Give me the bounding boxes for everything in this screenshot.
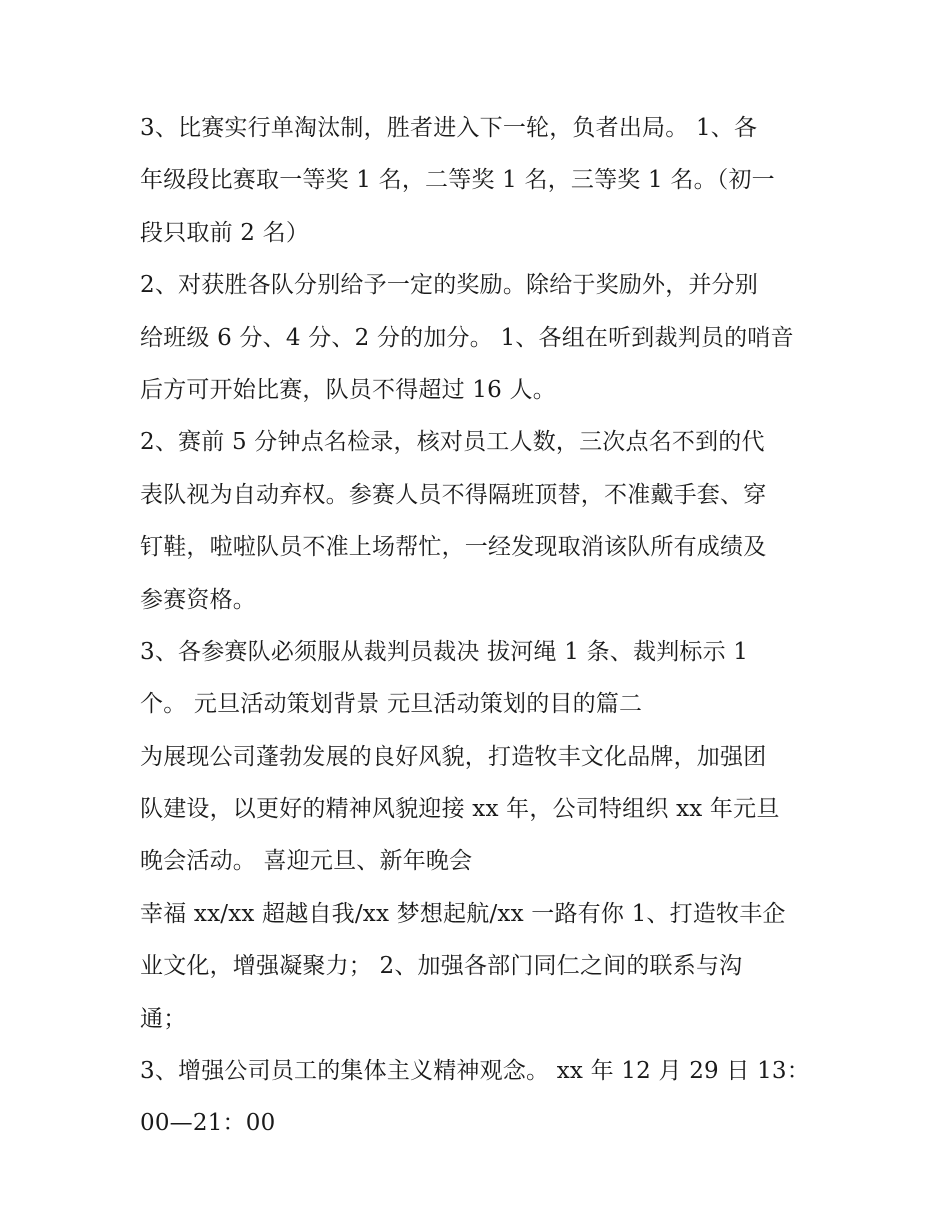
text-line: 通； — [140, 1005, 187, 1032]
text-line: 3、各参赛队必须服从裁判员裁决 拔河绳 1 条、裁判标示 1 — [140, 638, 749, 665]
text-line: 年级段比赛取一等奖 1 名，二等奖 1 名，三等奖 1 名。（初一 — [140, 167, 775, 194]
text-line: 00—21：00 — [140, 1110, 276, 1137]
text-line: 个。 元旦活动策划背景 元旦活动策划的目的篇二 — [140, 691, 643, 718]
text-line: 为展现公司蓬勃发展的良好风貌，打造牧丰文化品牌，加强团 — [140, 743, 767, 770]
text-line: 2、赛前 5 分钟点名检录，核对员工人数，三次点名不到的代 — [140, 429, 765, 456]
text-line: 后方可开始比赛，队员不得超过 16 人。 — [140, 376, 556, 403]
text-line: 晚会活动。 喜迎元旦、新年晚会 — [140, 848, 473, 875]
text-line: 业文化，增强凝聚力； 2、加强各部门同仁之间的联系与沟 — [140, 953, 743, 980]
text-line: 给班级 6 分、4 分、2 分的加分。 1、各组在听到裁判员的哨音 — [140, 324, 794, 351]
text-line: 2、对获胜各队分别给予一定的奖励。除给于奖励外，并分别 — [140, 272, 759, 299]
document-body — [140, 102, 820, 1150]
text-line: 钉鞋，啦啦队员不准上场帮忙，一经发现取消该队所有成绩及 — [140, 534, 767, 561]
text-line: 幸福 xx/xx 超越自我/xx 梦想起航/xx 一路有你 1、打造牧丰企 — [140, 900, 786, 927]
text-line: 段只取前 2 名） — [140, 219, 310, 246]
text-line: 队建设，以更好的精神风貌迎接 xx 年，公司特组织 xx 年元旦 — [140, 796, 780, 823]
text-line: 3、增强公司员工的集体主义精神观念。 xx 年 12 月 29 日 13： — [140, 1058, 810, 1085]
text-line: 表队视为自动弃权。参赛人员不得隔班顶替，不准戴手套、穿 — [140, 481, 767, 508]
text-line: 参赛资格。 — [140, 586, 256, 613]
text-line: 3、比赛实行单淘汰制，胜者进入下一轮，负者出局。 1、各 — [140, 115, 758, 141]
